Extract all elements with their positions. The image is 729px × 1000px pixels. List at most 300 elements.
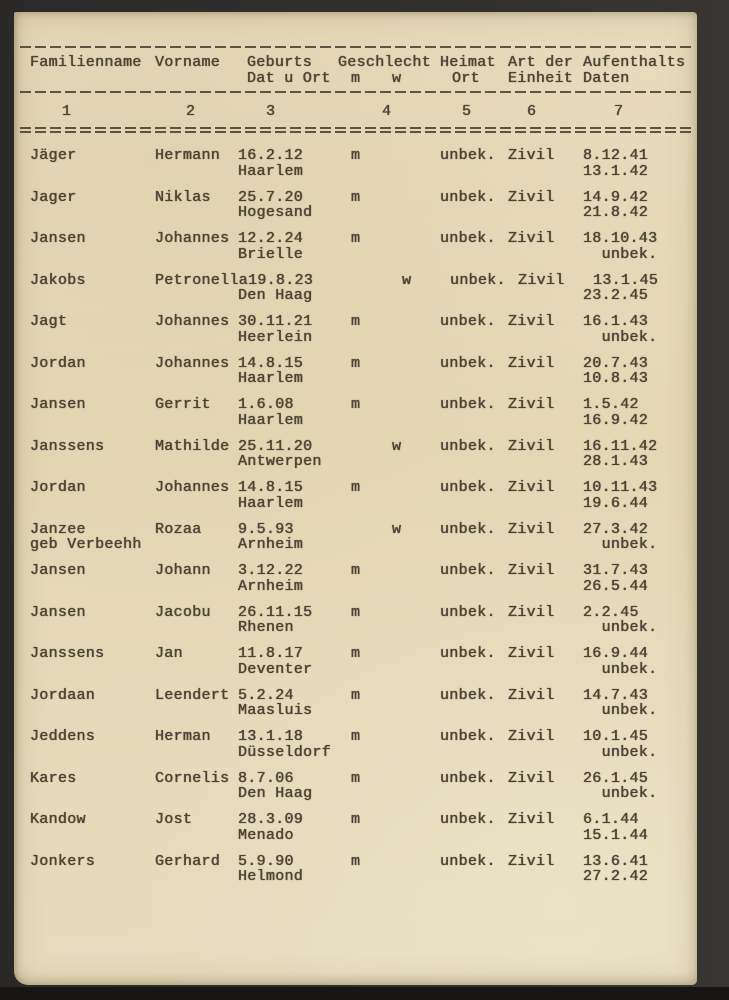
cell-geschlecht-w xyxy=(383,480,428,496)
cell-empty xyxy=(428,786,492,802)
cell-geschlecht-w xyxy=(383,148,428,164)
cell-einheit: Zivil xyxy=(508,479,555,496)
cell-empty xyxy=(338,371,383,387)
col-number-3: 3 xyxy=(266,103,276,120)
cell-aufenthalt-datum-2: unbek. xyxy=(583,702,658,719)
cell-aufenthalt-datum-2: 21.8.42 xyxy=(583,204,649,221)
cell-empty xyxy=(338,288,383,304)
cell-vorname: Rozaa xyxy=(155,520,202,538)
cell-empty xyxy=(338,620,383,636)
cell-aufenthalt-datum-1: 6.1.44 xyxy=(583,811,639,828)
cell-empty xyxy=(383,247,428,263)
cell-empty xyxy=(155,620,238,636)
cell-vorname: Gerhard xyxy=(155,852,221,870)
row-line-1 xyxy=(30,148,697,164)
cell-empty xyxy=(428,869,492,885)
cell-geburtsort: Brielle xyxy=(238,245,304,263)
cell-empty xyxy=(492,537,565,553)
cell-vorname: Jan xyxy=(155,645,183,662)
cell-aufenthalt-datum-2: unbek. xyxy=(583,743,658,761)
cell-empty xyxy=(428,745,492,761)
cell-empty xyxy=(338,828,383,844)
table-row xyxy=(30,812,697,843)
dashed-line xyxy=(20,127,693,129)
cell-empty xyxy=(492,413,565,429)
cell-geschlecht-w xyxy=(383,356,428,372)
row-line-1 xyxy=(30,314,697,330)
cell-aufenthalt-datum-2: 28.1.43 xyxy=(583,453,649,470)
cell-empty xyxy=(492,454,565,470)
cell-geschlecht-w xyxy=(383,397,428,413)
row-line-2 xyxy=(30,620,697,636)
cell-empty xyxy=(338,330,383,346)
cell-vorname: Niklas xyxy=(155,188,211,206)
cell-empty xyxy=(338,164,383,180)
cell-empty xyxy=(428,330,492,346)
cell-aufenthalt-datum-2: unbek. xyxy=(583,245,658,263)
cell-vorname: Cornelis xyxy=(155,769,230,787)
cell-heimat-ort: unbek. xyxy=(440,479,496,496)
header-line-2 xyxy=(30,71,697,87)
cell-geburtsdatum: 16.2.12 xyxy=(238,147,304,164)
cell-empty xyxy=(492,205,565,221)
cell-empty xyxy=(428,413,492,429)
cell-aufenthalt-datum-2: 23.2.45 xyxy=(583,287,649,304)
row-line-1 xyxy=(30,771,697,787)
cell-empty xyxy=(492,247,565,263)
cell-geburtsdatum: 3.12.22 xyxy=(238,562,304,579)
cell-empty xyxy=(383,786,428,802)
cell-vorname: Hermann xyxy=(155,147,221,164)
row-line-2 xyxy=(30,662,697,678)
cell-einheit: Zivil xyxy=(508,562,555,579)
cell-geschlecht-m: m xyxy=(351,603,361,621)
cell-aufenthalt-datum-1: 2.2.45 xyxy=(583,603,639,621)
cell-einheit: Zivil xyxy=(508,396,555,413)
cell-geburtsort: Antwerpen xyxy=(238,453,322,470)
row-line-1 xyxy=(30,397,697,413)
cell-familienname: Jagt xyxy=(30,313,68,330)
cell-aufenthalt-datum-2: unbek. xyxy=(583,328,658,346)
cell-empty xyxy=(383,828,428,844)
cell-einheit: Zivil xyxy=(508,147,555,164)
cell-heimat-ort: unbek. xyxy=(440,686,496,704)
row-line-1 xyxy=(30,480,697,496)
cell-vorname: Mathilde xyxy=(155,437,230,455)
cell-heimat-ort: unbek. xyxy=(440,645,496,662)
header-line-1 xyxy=(30,55,697,71)
cell-empty xyxy=(428,164,492,180)
cell-geburtsort: Maasluis xyxy=(238,702,313,719)
cell-geburtsort: Haarlem xyxy=(238,162,304,180)
cell-empty xyxy=(155,579,238,595)
row-line-2 xyxy=(30,205,697,221)
cell-familienname-zusatz xyxy=(30,205,155,221)
cell-einheit: Zivil xyxy=(508,230,555,247)
col-header-heimat: Heimat xyxy=(440,54,496,71)
table-row xyxy=(30,480,697,511)
cell-familienname-zusatz xyxy=(30,869,155,885)
cell-geschlecht-m: m xyxy=(351,313,361,330)
cell-empty xyxy=(338,662,383,678)
col-number-1: 1 xyxy=(62,103,72,120)
cell-empty xyxy=(492,703,565,719)
table-row xyxy=(30,356,697,387)
cell-einheit: Zivil xyxy=(508,686,555,704)
cell-vorname: Leendert xyxy=(155,686,230,704)
cell-aufenthalt-datum-1: 13.6.41 xyxy=(583,852,649,870)
cell-empty xyxy=(492,164,565,180)
cell-empty xyxy=(155,330,238,346)
cell-empty xyxy=(30,71,155,87)
dashed-line xyxy=(20,46,693,48)
cell-empty xyxy=(428,371,492,387)
table-row xyxy=(30,605,697,636)
divider-top xyxy=(20,46,693,48)
cell-einheit: Zivil xyxy=(508,728,555,745)
table-row xyxy=(30,273,697,304)
col-header-geschlecht: Geschlecht xyxy=(338,54,432,71)
cell-empty xyxy=(492,620,565,636)
cell-einheit: Zivil xyxy=(508,603,555,621)
cell-aufenthalt-datum-1: 26.1.45 xyxy=(583,769,649,787)
cell-einheit: Zivil xyxy=(508,313,555,330)
cell-geschlecht-w xyxy=(383,231,428,247)
cell-heimat-ort: unbek. xyxy=(440,437,496,455)
cell-aufenthalt-datum-2: unbek. xyxy=(583,619,658,636)
table-row xyxy=(30,688,697,719)
cell-empty xyxy=(492,869,565,885)
cell-empty xyxy=(428,205,492,221)
row-line-2 xyxy=(30,371,697,387)
cell-empty xyxy=(155,537,238,553)
cell-geschlecht-m: m xyxy=(351,354,361,372)
cell-empty xyxy=(155,662,238,678)
cell-empty xyxy=(492,288,565,304)
cell-vorname: Herman xyxy=(155,728,211,745)
cell-familienname: Jonkers xyxy=(30,852,96,870)
cell-empty xyxy=(428,454,492,470)
cell-aufenthalt-datum-1: 20.7.43 xyxy=(583,354,649,372)
row-line-1 xyxy=(30,356,697,372)
cell-aufenthalt-datum-2: 26.5.44 xyxy=(583,577,649,595)
cell-geburtsdatum: 11.8.17 xyxy=(238,645,304,662)
cell-familienname: Jager xyxy=(30,188,77,206)
cell-aufenthalt-datum-2: unbek. xyxy=(583,660,658,678)
cell-geburtsdatum: 25.11.20 xyxy=(238,437,313,455)
col-header-m: m xyxy=(351,70,361,87)
cell-familienname: Jansen xyxy=(30,562,86,579)
table-row xyxy=(30,397,697,428)
cell-familienname: Jeddens xyxy=(30,728,96,745)
cell-geschlecht-w: w xyxy=(402,271,412,289)
row-line-2 xyxy=(30,413,697,429)
row-line-1 xyxy=(30,605,697,621)
cell-geschlecht-m: m xyxy=(351,645,361,662)
cell-empty xyxy=(383,662,428,678)
cell-geschlecht-w: w xyxy=(392,437,402,455)
cell-familienname: Janssens xyxy=(30,645,105,662)
row-line-1 xyxy=(30,439,697,455)
row-line-2 xyxy=(30,745,697,761)
cell-aufenthalt-datum-1: 16.11.42 xyxy=(583,437,658,455)
cell-empty xyxy=(155,745,238,761)
cell-aufenthalt-datum-2: 19.6.44 xyxy=(583,494,649,512)
row-line-2 xyxy=(30,786,697,802)
cell-aufenthalt-datum-1: 16.1.43 xyxy=(583,313,649,330)
cell-empty xyxy=(492,371,565,387)
cell-geschlecht-m: m xyxy=(351,188,361,206)
cell-geschlecht-m xyxy=(338,522,383,538)
cell-vorname: Johann xyxy=(155,562,211,579)
scan-bottom-edge xyxy=(0,987,729,1000)
cell-heimat-ort: unbek. xyxy=(440,562,496,579)
cell-aufenthalt-datum-1: 14.9.42 xyxy=(583,188,649,206)
cell-familienname-zusatz xyxy=(30,703,155,719)
cell-empty xyxy=(155,164,238,180)
cell-vorname: Jacobu xyxy=(155,603,211,621)
cell-geburtsdatum: 19.8.23 xyxy=(248,271,314,289)
cell-familienname-zusatz xyxy=(30,330,155,346)
cell-familienname-zusatz xyxy=(30,620,155,636)
cell-empty xyxy=(338,786,383,802)
cell-aufenthalt-datum-2: 27.2.42 xyxy=(583,868,649,885)
cell-empty xyxy=(155,869,238,885)
cell-einheit: Zivil xyxy=(508,811,555,828)
cell-aufenthalt-datum-2: 10.8.43 xyxy=(583,370,649,387)
cell-einheit: Zivil xyxy=(518,271,565,289)
cell-empty xyxy=(338,579,383,595)
cell-aufenthalt-datum-1: 27.3.42 xyxy=(583,520,649,538)
cell-einheit: Zivil xyxy=(508,645,555,662)
cell-familienname-zusatz xyxy=(30,786,155,802)
row-line-2 xyxy=(30,828,697,844)
cell-empty xyxy=(492,579,565,595)
col-number-7: 7 xyxy=(614,103,624,120)
cell-familienname: Kandow xyxy=(30,811,86,828)
row-line-2 xyxy=(30,330,697,346)
col-header-aufenthalts: Aufenthalts xyxy=(583,54,686,71)
cell-geburtsort: Düsseldorf xyxy=(238,743,332,761)
divider-under-header xyxy=(20,91,693,93)
cell-empty xyxy=(338,413,383,429)
col-header-dat-u-ort: Dat u Ort xyxy=(247,70,331,87)
cell-empty xyxy=(383,703,428,719)
cell-vorname: Johannes xyxy=(155,313,230,330)
cell-geschlecht-w xyxy=(383,314,428,330)
cell-einheit: Zivil xyxy=(508,852,555,870)
row-line-1 xyxy=(30,854,697,870)
cell-geschlecht-w: w xyxy=(392,520,402,538)
cell-geburtsort: Haarlem xyxy=(238,370,304,387)
cell-empty xyxy=(155,71,238,87)
col-header-einheit: Einheit xyxy=(508,70,574,87)
cell-geburtsdatum: 1.6.08 xyxy=(238,396,294,413)
cell-einheit: Zivil xyxy=(508,354,555,372)
cell-geschlecht-m: m xyxy=(351,686,361,704)
cell-familienname: Kares xyxy=(30,769,77,787)
cell-heimat-ort: unbek. xyxy=(440,728,496,745)
cell-aufenthalt-datum-1: 13.1.45 xyxy=(593,271,659,289)
cell-einheit: Zivil xyxy=(508,769,555,787)
cell-familienname-zusatz xyxy=(30,454,155,470)
cell-empty xyxy=(383,869,428,885)
cell-empty xyxy=(155,371,238,387)
cell-aufenthalt-datum-1: 10.11.43 xyxy=(583,479,658,496)
cell-geburtsort: Haarlem xyxy=(238,494,304,512)
cell-empty xyxy=(492,786,565,802)
cell-empty xyxy=(383,288,428,304)
cell-geschlecht-m: m xyxy=(351,811,361,828)
cell-geschlecht-w xyxy=(383,605,428,621)
cell-vorname: Johannes xyxy=(155,230,230,247)
cell-familienname-zusatz xyxy=(30,247,155,263)
col-header-daten: Daten xyxy=(583,70,630,87)
cell-familienname-zusatz xyxy=(30,288,155,304)
cell-geburtsdatum: 13.1.18 xyxy=(238,728,304,745)
cell-vorname: Gerrit xyxy=(155,396,211,413)
cell-aufenthalt-datum-1: 1.5.42 xyxy=(583,396,639,413)
cell-empty xyxy=(155,496,238,512)
table-row xyxy=(30,148,697,179)
cell-familienname: Janssens xyxy=(30,437,105,455)
cell-geschlecht-m: m xyxy=(351,769,361,787)
row-line-2 xyxy=(30,703,697,719)
cell-empty xyxy=(383,745,428,761)
cell-familienname: Jansen xyxy=(30,230,86,247)
cell-vorname: Johannes xyxy=(155,479,230,496)
cell-aufenthalt-datum-1: 31.7.43 xyxy=(583,562,649,579)
cell-geburtsdatum: 5.2.24 xyxy=(238,686,294,704)
cell-empty xyxy=(338,537,383,553)
cell-aufenthalt-datum-1: 18.10.43 xyxy=(583,230,658,247)
cell-aufenthalt-datum-2: unbek. xyxy=(583,536,658,553)
cell-geschlecht-m: m xyxy=(351,479,361,496)
cell-vorname: Jost xyxy=(155,811,193,828)
cell-empty xyxy=(492,828,565,844)
col-header-familienname: Familienname xyxy=(30,54,142,71)
row-line-1 xyxy=(30,646,697,662)
row-line-2 xyxy=(30,579,697,595)
col-number-4: 4 xyxy=(382,103,392,120)
cell-empty xyxy=(338,454,383,470)
cell-empty xyxy=(155,247,238,263)
cell-einheit: Zivil xyxy=(508,188,555,206)
column-number-row xyxy=(30,104,697,120)
cell-geburtsdatum: 30.11.21 xyxy=(238,313,313,330)
row-line-1 xyxy=(30,522,697,538)
cell-familienname: Jakobs xyxy=(30,271,86,289)
cell-geburtsort: Deventer xyxy=(238,660,313,678)
col-header-ort: Ort xyxy=(452,70,480,87)
row-line-1 xyxy=(30,190,697,206)
cell-heimat-ort: unbek. xyxy=(440,852,496,870)
row-line-2 xyxy=(30,164,697,180)
table-header xyxy=(30,55,697,87)
cell-empty xyxy=(155,413,238,429)
cell-empty xyxy=(383,454,428,470)
cell-aufenthalt-datum-1: 14.7.43 xyxy=(583,686,649,704)
cell-empty xyxy=(383,496,428,512)
cell-empty xyxy=(492,330,565,346)
row-line-1 xyxy=(30,812,697,828)
cell-empty xyxy=(155,288,238,304)
cell-familienname-zusatz xyxy=(30,745,155,761)
cell-empty xyxy=(428,247,492,263)
cell-geburtsdatum: 9.5.93 xyxy=(238,520,294,538)
col-number-5: 5 xyxy=(462,103,472,120)
row-line-1 xyxy=(30,688,697,704)
cell-geburtsort: Helmond xyxy=(238,868,304,885)
cell-vorname: Johannes xyxy=(155,354,230,372)
cell-empty xyxy=(383,164,428,180)
cell-empty xyxy=(383,413,428,429)
cell-empty xyxy=(338,745,383,761)
cell-heimat-ort: unbek. xyxy=(440,769,496,787)
cell-empty xyxy=(383,205,428,221)
cell-familienname-zusatz xyxy=(30,828,155,844)
cell-geburtsdatum: 8.7.06 xyxy=(238,769,294,787)
cell-aufenthalt-datum-1: 16.9.44 xyxy=(583,645,649,662)
cell-geburtsort: Heerlein xyxy=(238,328,313,346)
cell-empty xyxy=(155,454,238,470)
cell-familienname-zusatz xyxy=(30,413,155,429)
cell-heimat-ort: unbek. xyxy=(440,147,496,164)
cell-geburtsdatum: 14.8.15 xyxy=(238,354,304,372)
cell-empty xyxy=(428,579,492,595)
cell-heimat-ort: unbek. xyxy=(440,520,496,538)
cell-heimat-ort: unbek. xyxy=(440,603,496,621)
cell-empty xyxy=(383,371,428,387)
cell-geburtsort: Den Haag xyxy=(238,287,313,304)
col-header-geburts: Geburts xyxy=(247,54,313,71)
cell-familienname-zusatz xyxy=(30,496,155,512)
cell-geburtsdatum: 28.3.09 xyxy=(238,811,304,828)
cell-aufenthalt-datum-2: 15.1.44 xyxy=(583,826,649,844)
cell-geburtsdatum: 5.9.90 xyxy=(238,852,294,870)
cell-aufenthalt-datum-2: 13.1.42 xyxy=(583,162,649,180)
cell-geschlecht-m xyxy=(348,273,393,289)
cell-empty xyxy=(428,537,492,553)
col-number-6: 6 xyxy=(527,103,537,120)
row-line-1 xyxy=(30,231,697,247)
cell-geschlecht-w xyxy=(383,563,428,579)
cell-aufenthalt-datum-1: 8.12.41 xyxy=(583,147,649,164)
cell-empty xyxy=(492,496,565,512)
table-row xyxy=(30,314,697,345)
cell-familienname-zusatz xyxy=(30,371,155,387)
cell-empty xyxy=(428,703,492,719)
cell-familienname-zusatz xyxy=(30,579,155,595)
cell-geschlecht-m: m xyxy=(351,852,361,870)
cell-heimat-ort: unbek. xyxy=(450,271,506,289)
cell-heimat-ort: unbek. xyxy=(440,313,496,330)
cell-empty xyxy=(338,869,383,885)
cell-empty xyxy=(155,828,238,844)
table-row xyxy=(30,190,697,221)
cell-vorname: Petronella xyxy=(155,271,249,289)
row-line-2 xyxy=(30,247,697,263)
cell-heimat-ort: unbek. xyxy=(440,811,496,828)
table-row xyxy=(30,646,697,677)
cell-familienname: Jäger xyxy=(30,147,77,164)
col-header-art-der: Art der xyxy=(508,54,574,71)
table-row xyxy=(30,522,697,553)
cell-geburtsdatum: 14.8.15 xyxy=(238,479,304,496)
table-row xyxy=(30,854,697,885)
cell-geburtsort: Arnheim xyxy=(238,577,304,595)
cell-geschlecht-m: m xyxy=(351,396,361,413)
